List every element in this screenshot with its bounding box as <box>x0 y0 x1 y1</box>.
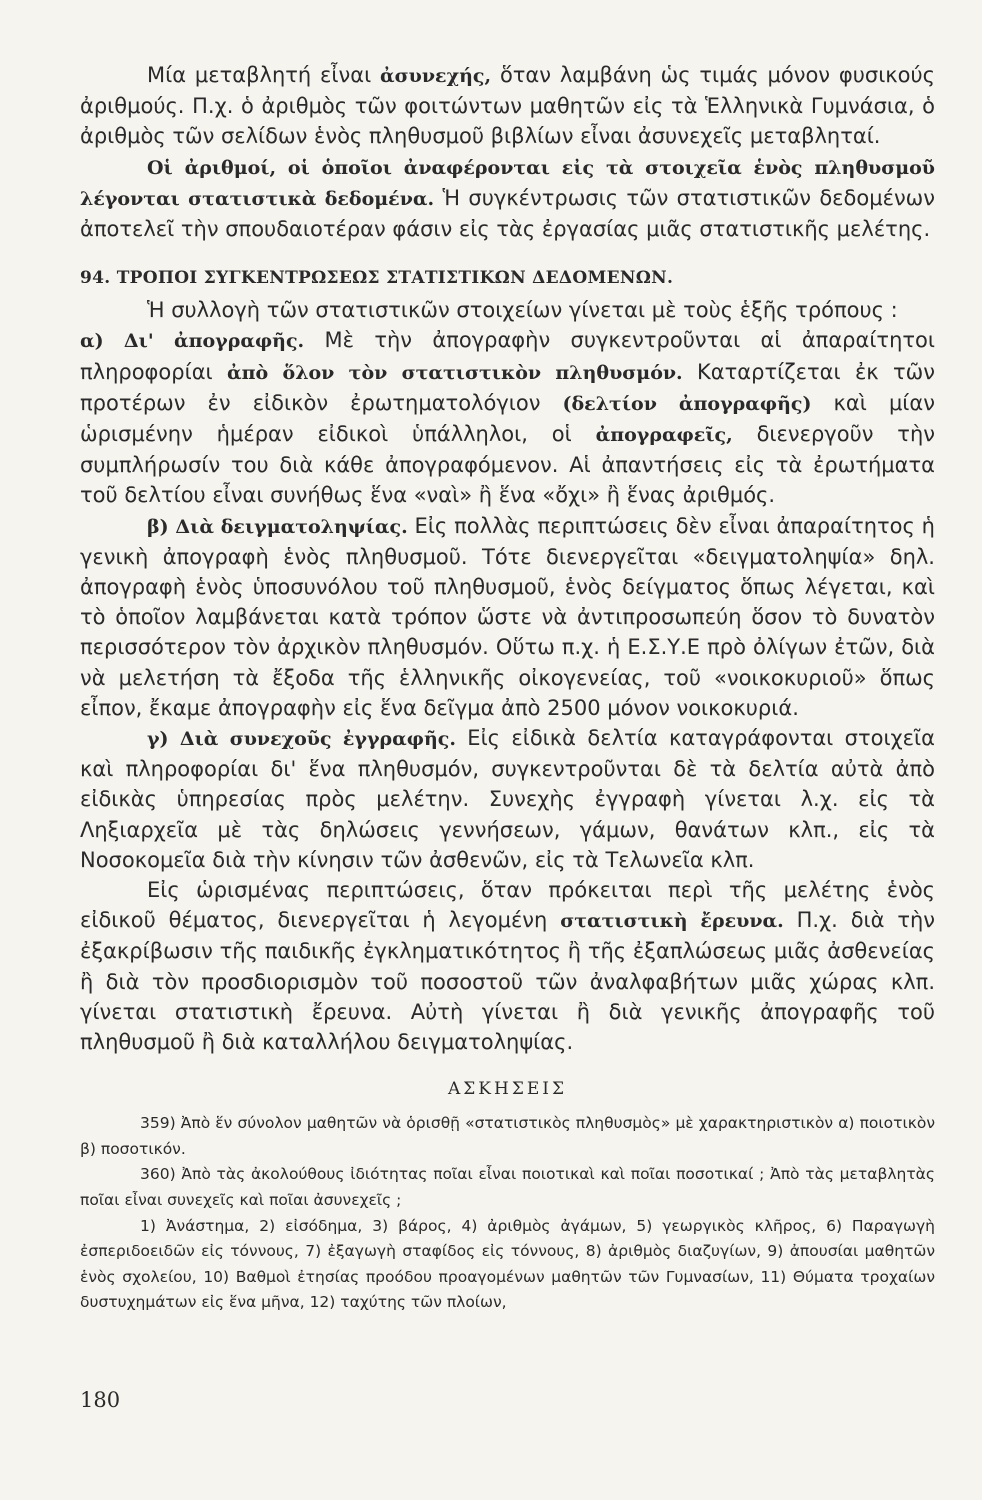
paragraph-discrete-variable: Μία μεταβλητή εἶναι ἀσυνεχής, ὅταν λαμβάνη ὡς τιμάς μόνον φυσικούς ἀριθμούς. Π.χ. ὁ ἀριθμὸς τῶν φοιτώντων μαθητῶν εἰς τὰ Ἑλληνικὰ Γυμνάσια, ὁ ἀριθμὸς τῶν σελίδων ἑνὸς πληθυσμοῦ βιβλίων εἶναι ἀσυνεχεῖς μεταβληταί. <box>80 63 935 149</box>
intro-text <box>80 60 935 244</box>
method-census: α) Δι' ἀπογραφῆς. Μὲ τὴν ἀπογραφὴν συγκεντροῦνται αἱ ἀπαραίτητοι πληροφορίαι ἀπὸ ὅλον τὸν στατιστικὸν πληθυσμόν. Καταρτίζεται ἐκ τῶν προτέρων ἐν εἰδικὸν ἐρωτηματολόγιον (δελτίον ἀπογραφῆς) καὶ μίαν ὡρισμένην ἡμέραν εἰδικοὶ ὑπάλληλοι, οἱ ἀπογραφεῖς, διενεργοῦν τὴν συμπλήρωσίν του διὰ κάθε ἀπογραφόμενον. Αἱ ἀπαντήσεις εἰς τὰ ἐρωτήματα τοῦ δελτίου εἶναι συνήθως ἕνα «ναὶ» ἢ ἕνα «ὄχι» ἢ ἕνας ἀριθμός. <box>80 328 935 508</box>
emphasis-term: ἀσυνεχής, <box>380 65 492 87</box>
section-text <box>80 295 935 1057</box>
section-heading: 94. ΤΡΟΠΟΙ ΣΥΓΚΕΝΤΡΩΣΕΩΣ ΣΤΑΤΙΣΤΙΚΩΝ ΔΕΔΟΜΕΝΩΝ. <box>80 268 674 289</box>
exercises-list <box>80 1111 935 1316</box>
page-number: 180 <box>80 1388 121 1412</box>
method-label: β) Διὰ δειγματοληψίας. <box>147 515 408 538</box>
emphasis-definition: Οἱ ἀριθμοί, οἱ ὁποῖοι ἀναφέρονται εἰς τὰ στοιχεῖα ἑνὸς πληθυσμοῦ λέγονται στατιστικὰ δεδομένα. <box>80 156 935 210</box>
exercise-360: 360) Ἀπὸ τὰς ἀκολούθους ἰδιότητας ποῖαι εἶναι ποιοτικαὶ καὶ ποῖαι ποσοτικαί ; Ἀπὸ τὰς μεταβλητὰς ποῖαι εἶναι συνεχεῖς καὶ ποῖαι ἀσυνεχεῖς ; <box>80 1165 935 1210</box>
method-registration: γ) Διὰ συνεχοῦς ἐγγραφῆς. Εἰς εἰδικὰ δελτία καταγράφονται στοιχεῖα καὶ πληροφορίαι δι' ἕνα πληθυσμόν, συγκεντροῦνται δὲ τὰ δελτία αὐτὰ ἀπὸ εἰδικὰς ὑπηρεσίας πρὸς μελέτην. Συνεχὴς ἐγγραφὴ γίνεται λ.χ. εἰς τὰ Ληξιαρχεῖα μὲ τὰς δηλώσεις γεννήσεων, γάμων, θανάτων κλπ., εἰς τὰ Νοσοκομεῖα διὰ τὴν κίνησιν τῶν ἀσθενῶν, εἰς τὰ Τελωνεῖα κλπ. <box>80 726 935 872</box>
exercises-title: ΑΣΚΗΣΕΙΣ <box>448 1079 567 1100</box>
paragraph-statistical-data: Οἱ ἀριθμοί, οἱ ὁποῖοι ἀναφέρονται εἰς τὰ στοιχεῖα ἑνὸς πληθυσμοῦ λέγονται στατιστικὰ δεδομένα. Ἡ συγκέντρωσις τῶν στατιστικῶν δεδομένων ἀποτελεῖ τὴν σπουδαιοτέραν φάσιν εἰς τὰς ἐργασίας μιᾶς στατιστικῆς μελέτης. <box>80 156 935 242</box>
exercise-359: 359) Ἀπὸ ἕν σύνολον μαθητῶν νὰ ὁρισθῇ «στατιστικὸς πληθυσμὸς» μὲ χαρακτηριστικὸν α) ποιοτικὸν β) ποσοτικόν. <box>80 1114 935 1158</box>
method-sampling: β) Διὰ δειγματοληψίας. Εἰς πολλὰς περιπτώσεις δὲν εἶναι ἀπαραίτητος ἡ γενικὴ ἀπογραφὴ ἑνὸς πληθυσμοῦ. Τότε διενεργεῖται «δειγματοληψία» δηλ. ἀπογραφὴ ἑνὸς ὑποσυνόλου τοῦ πληθυσμοῦ, ἑνὸς δείγματος ὅπως λέγεται, καὶ τὸ ὁποῖον λαμβάνεται κατὰ τρόπον ὥστε νὰ ἀντιπροσωπεύη ὅσον τὸ δυνατὸν περισσότερον τὸν ἀρχικὸν πληθυσμόν. Οὕτω π.χ. ἡ Ε.Σ.Υ.Ε πρὸ ὀλίγων ἐτῶν, διὰ νὰ μελετήση τὰ ἔξοδα τῆς ἑλληνικῆς οἰκογενείας, τοῦ «νοικοκυριοῦ» ὅπως εἶπον, ἔκαμε ἀπογραφὴν εἰς ἕνα δεῖγμα ἀπὸ 2500 μόνον νοικοκυριά. <box>80 513 935 720</box>
exercise-360-items: 1) Ἀνάστημα, 2) εἰσόδημα, 3) βάρος, 4) ἀριθμὸς ἀγάμων, 5) γεωργικὸς κλῆρος, 6) Παραγωγὴ ἐσπεριδοειδῶν εἰς τόννους, 7) ἐξαγωγὴ σταφίδος εἰς τόννους, 8) ἀριθμὸς διαζυγίων, 9) ἀπουσίαι μαθητῶν ἑνὸς σχολείου, 10) Βαθμοὶ ἐτησίας προόδου προαγομένων μαθητῶν τῶν Γυμνασίων, 11) Θύματα τροχαίων δυστυχημάτων εἰς ἕνα μῆνα, 12) ταχύτης τῶν πλοίων, <box>80 1216 935 1312</box>
book-page <box>80 60 935 1316</box>
paragraph-statistical-survey: Εἰς ὡρισμένας περιπτώσεις, ὅταν πρόκειται περὶ τῆς μελέτης ἑνὸς εἰδικοῦ θέματος, διενεργεῖται ἡ λεγομένη στατιστικὴ ἔρευνα. Π.χ. διὰ τὴν ἐξακρίβωσιν τῆς παιδικῆς ἐγκληματικότητος ἢ τῆς ἐξαπλώσεως μιᾶς ἀσθενείας ἢ διὰ τὸν προσδιορισμὸν τοῦ ποσοστοῦ τῶν ἀναλφαβήτων μιᾶς χώρας κλπ. γίνεται στατιστικὴ ἔρευνα. Αὐτὴ γίνεται ἢ διὰ γενικῆς ἀπογραφῆς τοῦ πληθυσμοῦ ἢ διὰ καταλλήλου δειγματοληψίας. <box>80 878 936 1055</box>
method-label: α) Δι' ἀπογραφῆς. <box>80 330 305 353</box>
method-label: γ) Διὰ συνεχοῦς ἐγγραφῆς. <box>147 728 456 751</box>
section-intro: Ἡ συλλογὴ τῶν στατιστικῶν στοιχείων γίνεται μὲ τοὺς ἑξῆς τρόπους : <box>147 298 898 323</box>
